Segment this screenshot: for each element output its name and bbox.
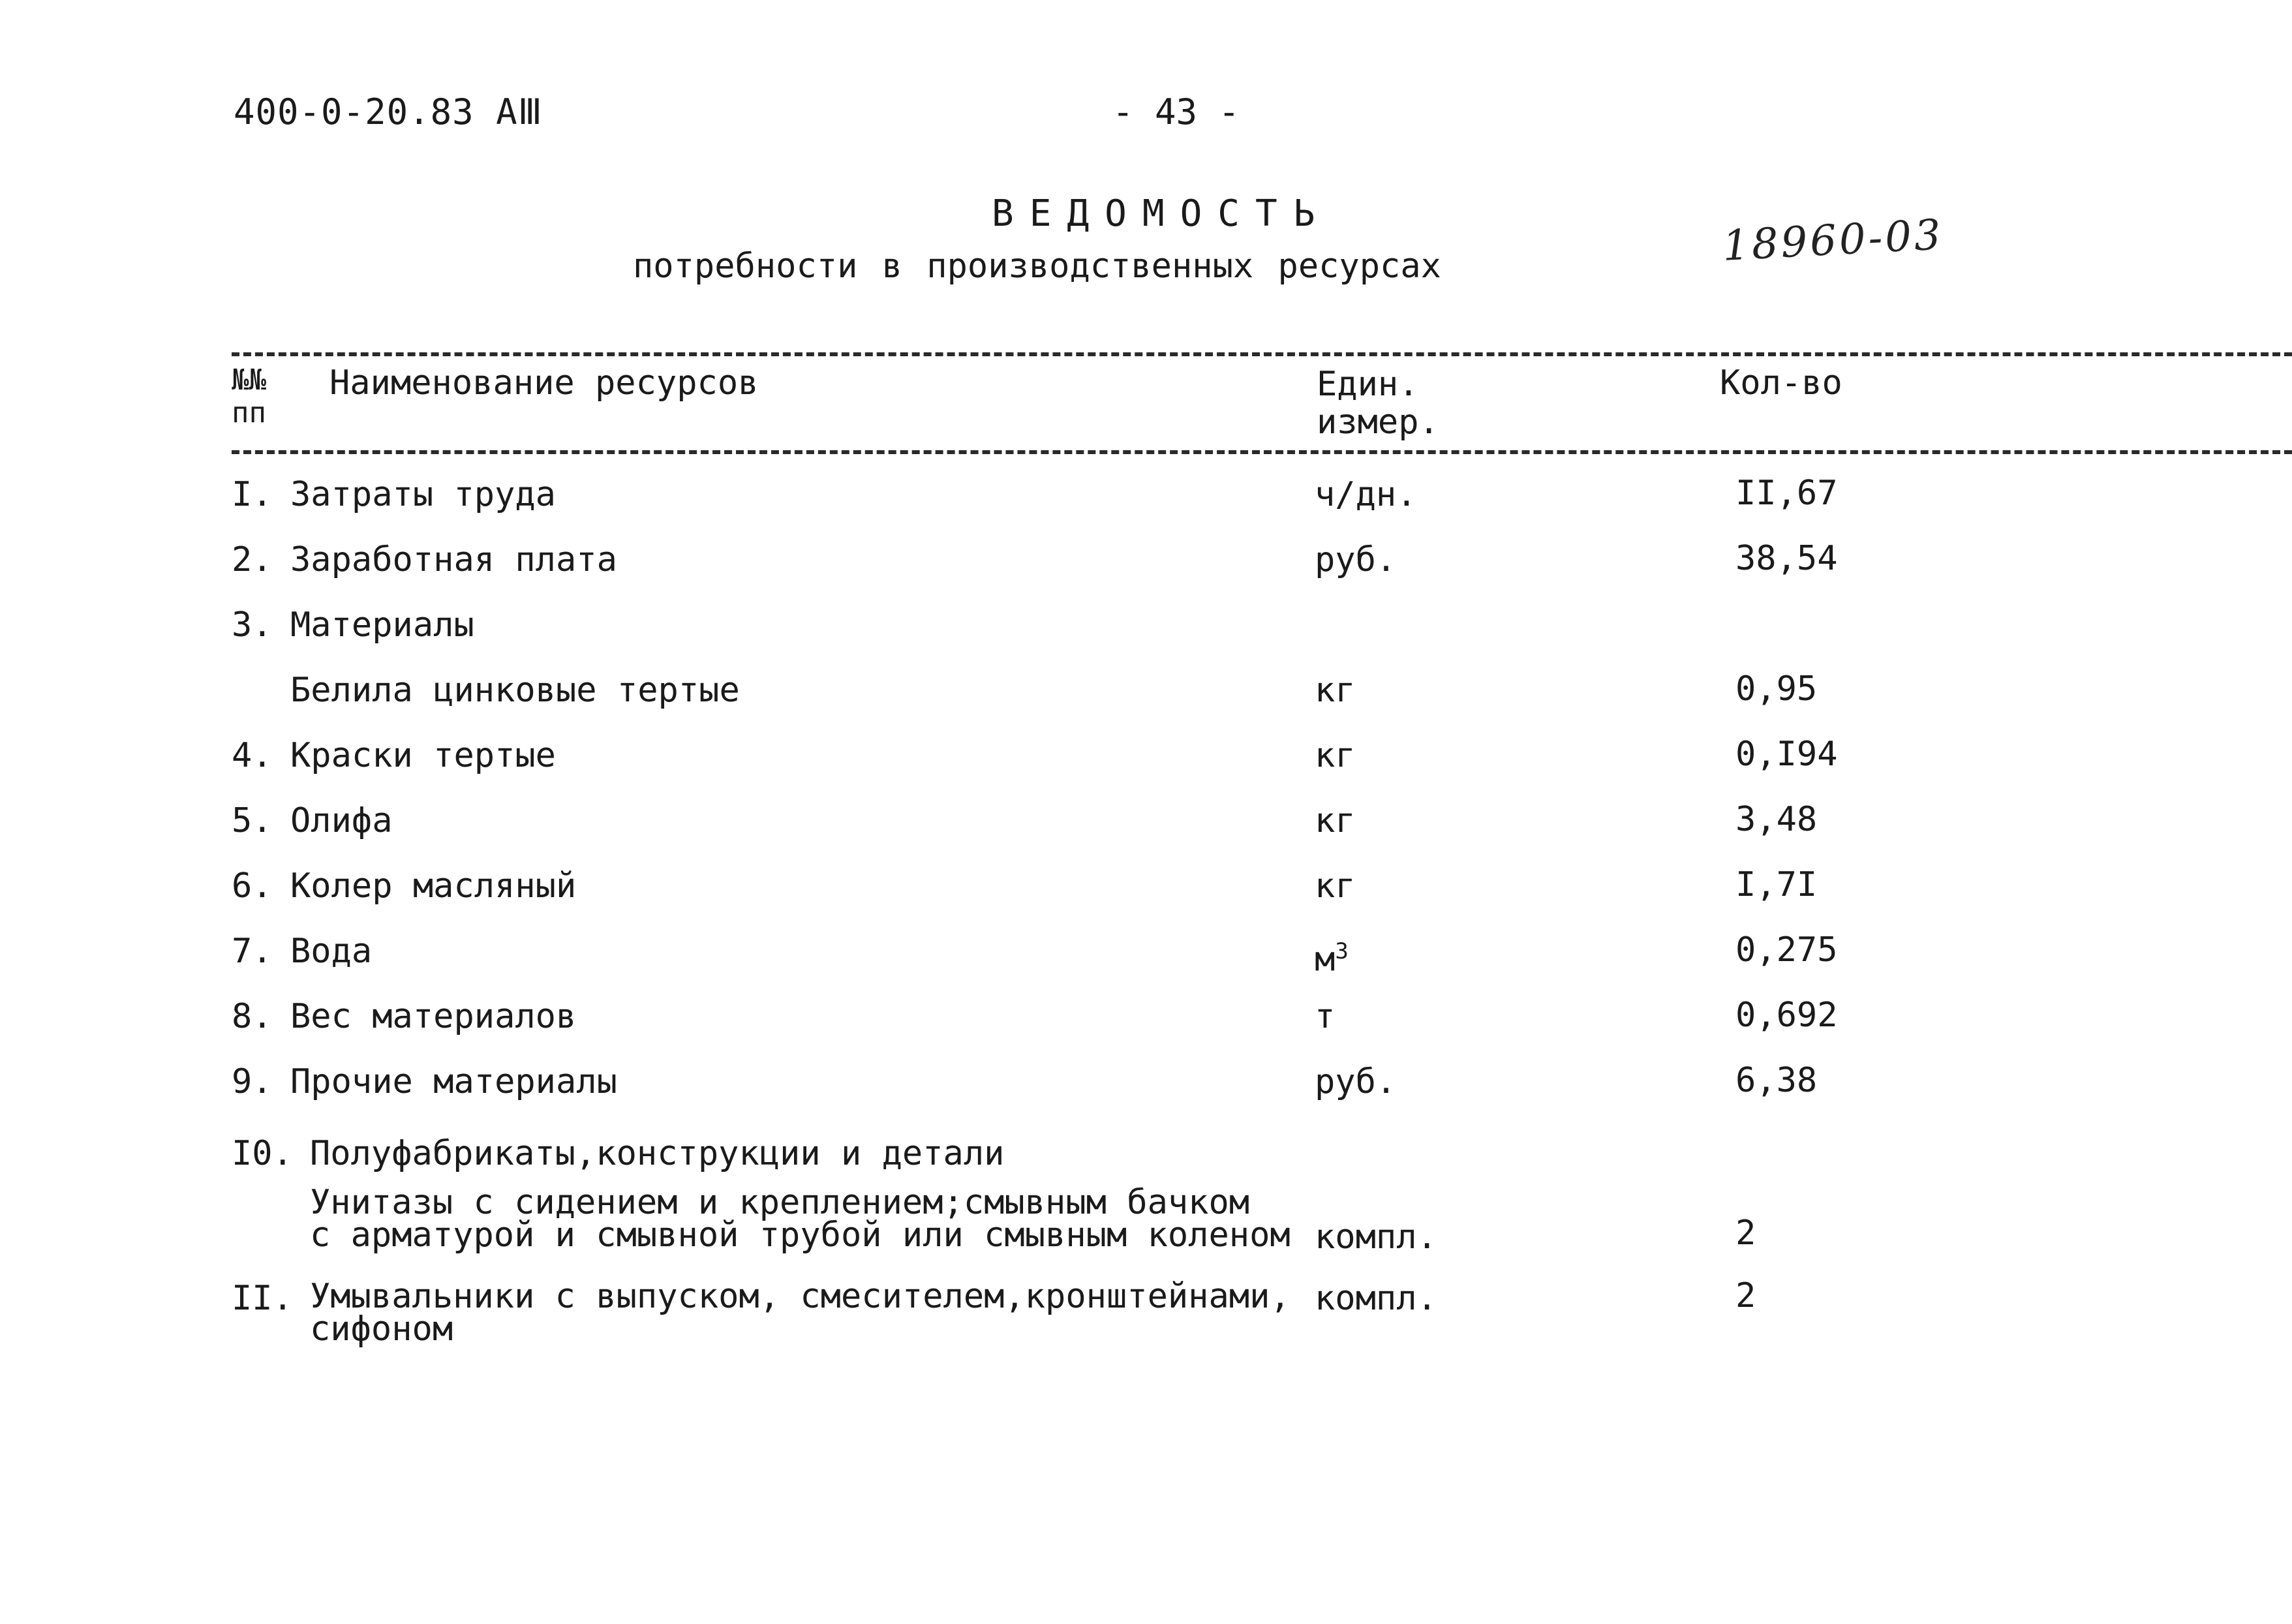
row-name-line-2: сифоном: [310, 1310, 453, 1349]
document-subtitle: потребности в производственных ресурсах: [633, 247, 1441, 286]
handwritten-number: 18960-03: [1721, 211, 1945, 271]
row-quantity: 0,275: [1735, 930, 1838, 970]
row-number: 9.: [232, 1062, 273, 1101]
row-number: 3.: [232, 605, 273, 645]
row-number: 2.: [232, 540, 273, 579]
row-name: Краски тертые: [290, 736, 556, 775]
row-quantity: 2: [1735, 1276, 1756, 1315]
unit-superscript: 3: [1335, 938, 1349, 964]
row-number: 6.: [232, 866, 273, 906]
row-number: 5.: [232, 801, 273, 840]
row-unit: кг: [1315, 866, 1356, 906]
row-number: I0.: [232, 1134, 293, 1173]
row-name: Прочие материалы: [290, 1062, 617, 1101]
row-quantity: 2: [1735, 1214, 1756, 1253]
row-name-line-1: Унитазы с сидением и креплением;смывным бачком: [310, 1183, 1250, 1222]
row-unit: ч/дн.: [1315, 475, 1417, 514]
row-name: Материалы: [290, 605, 474, 645]
row-name: Белила цинковые тертые: [290, 671, 740, 710]
row-quantity: 0,95: [1735, 669, 1818, 709]
row-name-line-1: Умывальники с выпуском, смесителем,кронштейнами,: [310, 1277, 1291, 1316]
row-unit: $м^3$: [1315, 938, 1349, 979]
row-unit: руб.: [1315, 1062, 1397, 1101]
column-header-quantity: Кол-во: [1720, 363, 1842, 403]
table-header-rule: [232, 450, 2292, 454]
row-name: Олифа: [290, 801, 393, 840]
row-name: Колер масляный: [290, 866, 577, 906]
row-unit: т: [1315, 997, 1336, 1036]
document-title: ВЕДОМОСТЬ: [992, 192, 1331, 235]
row-quantity: 6,38: [1735, 1061, 1818, 1100]
column-header-unit: Един. измер.: [1317, 365, 1439, 442]
row-number: 7.: [232, 932, 273, 971]
row-number: I.: [232, 475, 273, 514]
row-quantity: 38,54: [1735, 539, 1838, 578]
document-code: 400-0-20.83 АⅢ: [234, 91, 543, 132]
row-number: II.: [232, 1279, 293, 1318]
table-top-rule: [232, 352, 2292, 356]
row-name: Заработная плата: [290, 540, 617, 579]
column-header-name: Наименование ресурсов: [329, 363, 759, 403]
row-unit: компл.: [1315, 1218, 1437, 1257]
row-unit: кг: [1315, 671, 1356, 710]
row-quantity: 3,48: [1735, 800, 1818, 839]
row-unit: руб.: [1315, 540, 1397, 579]
row-name-line-2: с арматурой и смывной трубой или смывным коленом: [310, 1216, 1291, 1255]
page-number: - 43 -: [1112, 91, 1240, 132]
row-number: 8.: [232, 997, 273, 1036]
row-quantity: II,67: [1735, 474, 1838, 513]
row-number: 4.: [232, 736, 273, 775]
row-quantity: I,7I: [1735, 865, 1818, 904]
row-quantity: 0,I94: [1735, 735, 1838, 774]
row-unit: кг: [1315, 801, 1356, 840]
row-quantity: 0,692: [1735, 996, 1838, 1035]
row-name: Полуфабрикаты,конструкции и детали: [310, 1134, 1005, 1173]
row-name: Затраты труда: [290, 475, 556, 514]
row-name: Вес материалов: [290, 997, 577, 1036]
column-header-number: №№ пп: [232, 363, 266, 429]
row-name: Вода: [290, 932, 373, 971]
row-unit: кг: [1315, 736, 1356, 775]
row-unit: компл.: [1315, 1279, 1437, 1318]
